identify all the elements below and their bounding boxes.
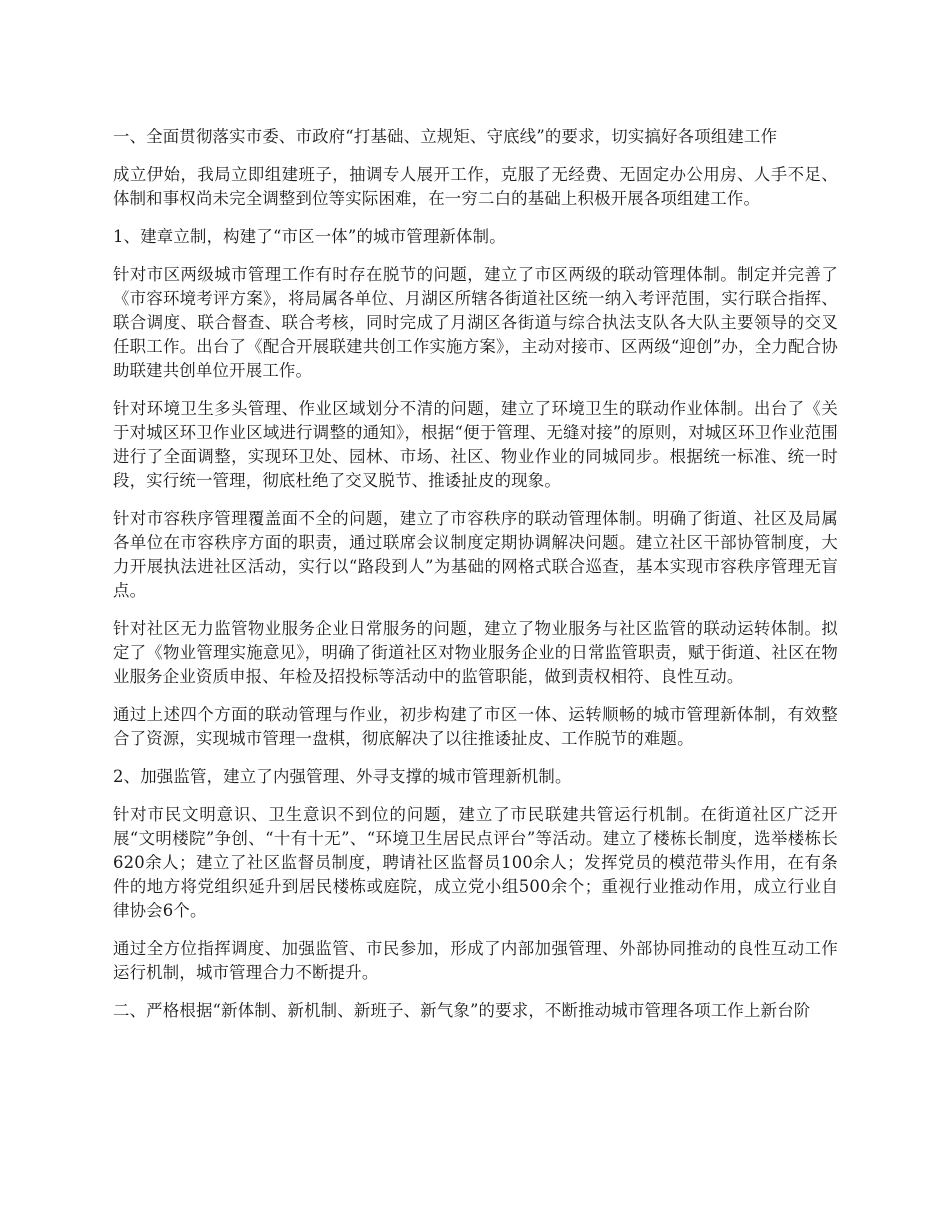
paragraph-sanitation: 针对环境卫生多头管理、作业区域划分不清的问题，建立了环境卫生的联动作业体制。出台了《关于对城区环卫作业区域进行调整的通知》，根据“便于管理、无缝对接”的原则，对城区环卫作业范围进行了全面调整，实现环卫处、园林、市场、社区、物业作业的同城同步。根据统一标准、统一时段，实行统一管理，彻底杜绝了交叉脱节、推诿扯皮的现象。 — [113, 399, 838, 490]
document-body — [113, 125, 838, 1037]
subsection-heading-1: 1、建章立制，构建了“市区一体”的城市管理新体制。 — [113, 227, 506, 246]
paragraph-summary-1: 通过上述四个方面的联动管理与作业，初步构建了市区一体、运转顺畅的城市管理新体制，有效整合了资源，实现城市管理一盘棋，彻底解决了以往推诿扯皮、工作脱节的难题。 — [113, 705, 838, 748]
section-heading-2: 二、严格根据“新体制、新机制、新班子、新气象”的要求，不断推动城市管理各项工作上新台阶 — [113, 1001, 811, 1020]
paragraph-linkage-management: 针对市区两级城市管理工作有时存在脱节的问题，建立了市区两级的联动管理体制。制定并完善了《市容环境考评方案》，将局属各单位、月湖区所辖各街道社区统一纳入考评范围，实行联合指挥、联合调度、联合督查、联合考核，同时完成了月湖区各街道与综合执法支队各大队主要领导的交叉任职工作。出台了《配合开展联建共创工作实施方案》，主动对接市、区两级“迎创”办，全力配合协助联建共创单位开展工作。 — [113, 265, 838, 380]
paragraph-intro: 成立伊始，我局立即组建班子，抽调专人展开工作，克服了无经费、无固定办公用房、人手不足、体制和事权尚未完全调整到位等实际困难，在一穷二白的基础上积极开展各项组建工作。 — [113, 165, 838, 208]
paragraph-summary-2: 通过全方位指挥调度、加强监管、市民参加，形成了内部加强管理、外部协同推动的良性互动工作运行机制，城市管理合力不断提升。 — [113, 939, 838, 982]
paragraph-property-service: 针对社区无力监管物业服务企业日常服务的问题，建立了物业服务与社区监管的联动运转体制。拟定了《物业管理实施意见》，明确了街道社区对物业服务企业的日常监管职责，赋于街道、社区在物业服务企业资质申报、年检及招投标等活动中的监管职能，做到责权相符、良性互动。 — [113, 619, 838, 686]
section-heading-1: 一、全面贯彻落实市委、市政府“打基础、立规矩、守底线”的要求，切实搞好各项组建工作 — [113, 127, 778, 146]
subsection-heading-2: 2、加强监管，建立了内强管理、外寻支撑的城市管理新机制。 — [113, 767, 572, 786]
paragraph-city-order: 针对市容秩序管理覆盖面不全的问题，建立了市容秩序的联动管理体制。明确了街道、社区及局属各单位在市容秩序方面的职责，通过联席会议制度定期协调解决问题。建立社区干部协管制度，大力开展执法进社区活动，实行以“路段到人”为基础的网格式联合巡查，基本实现市容秩序管理无盲点。 — [113, 509, 838, 600]
paragraph-civic-participation: 针对市民文明意识、卫生意识不到位的问题，建立了市民联建共管运行机制。在街道社区广泛开展“文明楼院”争创、“十有十无”、“环境卫生居民点评台”等活动。建立了楼栋长制度，选举楼栋长620余人；建立了社区监督员制度，聘请社区监督员100余人；发挥党员的模范带头作用，在有条件的地方将党组织延升到居民楼栋或庭院，成立党小组500余个；重视行业推动作用，成立行业自律协会6个。 — [113, 805, 838, 920]
